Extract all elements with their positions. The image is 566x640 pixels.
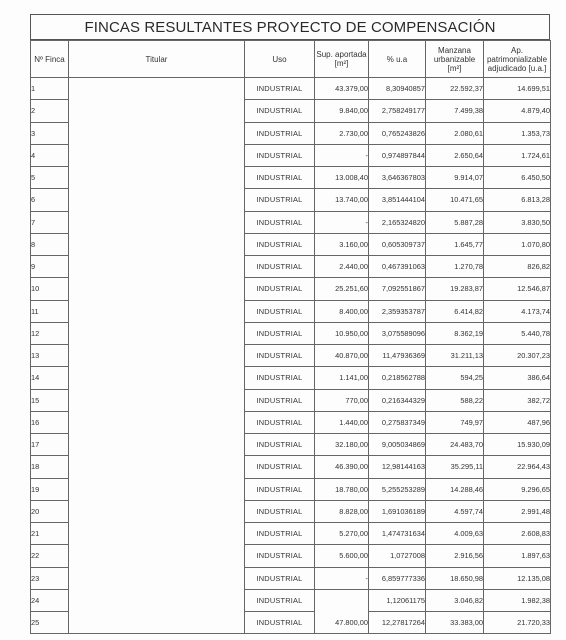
finca-number: 17: [31, 434, 69, 456]
manzana-cell: 9.914,07: [426, 167, 484, 189]
pct-ua-cell: 12,27817264: [369, 612, 426, 634]
header-n-finca: Nº Finca: [31, 41, 69, 78]
ap-patrimonial-cell: 15.930,09: [484, 434, 551, 456]
uso-cell: INDUSTRIAL: [245, 78, 315, 100]
ap-patrimonial-cell: 6.813,28: [484, 189, 551, 211]
ap-patrimonial-cell: 2.991,48: [484, 500, 551, 522]
ap-patrimonial-cell: 4.879,40: [484, 100, 551, 122]
ap-patrimonial-cell: 4.173,74: [484, 300, 551, 322]
header-sup-aportada: Sup. aportada [m²]: [315, 41, 369, 78]
pct-ua-cell: 3,851444104: [369, 189, 426, 211]
manzana-cell: 2.916,56: [426, 545, 484, 567]
finca-number: 9: [31, 256, 69, 278]
uso-cell: INDUSTRIAL: [245, 256, 315, 278]
sup-aportada-cell: 46.390,00: [315, 456, 369, 478]
sup-aportada-cell: 47.800,00: [315, 589, 369, 634]
finca-number: 20: [31, 500, 69, 522]
ap-patrimonial-cell: 1.070,80: [484, 233, 551, 255]
pct-ua-cell: 8,30940857: [369, 78, 426, 100]
manzana-cell: 19.283,87: [426, 278, 484, 300]
manzana-cell: 24.483,70: [426, 434, 484, 456]
header-titular: Titular: [69, 41, 245, 78]
manzana-cell: 22.592,37: [426, 78, 484, 100]
uso-cell: INDUSTRIAL: [245, 567, 315, 589]
ap-patrimonial-cell: 1.724,61: [484, 144, 551, 166]
manzana-cell: 3.046,82: [426, 589, 484, 611]
manzana-cell: 18.650,98: [426, 567, 484, 589]
pct-ua-cell: 1,474731634: [369, 523, 426, 545]
uso-cell: INDUSTRIAL: [245, 300, 315, 322]
sup-aportada-cell: -: [315, 567, 369, 589]
sup-aportada-cell: 40.870,00: [315, 345, 369, 367]
uso-cell: INDUSTRIAL: [245, 322, 315, 344]
pct-ua-cell: 6,859777336: [369, 567, 426, 589]
sup-aportada-cell: 5.270,00: [315, 523, 369, 545]
finca-number: 13: [31, 345, 69, 367]
pct-ua-cell: 0,275837349: [369, 411, 426, 433]
uso-cell: INDUSTRIAL: [245, 100, 315, 122]
finca-number: 25: [31, 612, 69, 634]
uso-cell: INDUSTRIAL: [245, 122, 315, 144]
finca-number: 22: [31, 545, 69, 567]
pct-ua-cell: 5,255253289: [369, 478, 426, 500]
finca-number: 24: [31, 589, 69, 611]
manzana-cell: 31.211,13: [426, 345, 484, 367]
sup-aportada-cell: 10.950,00: [315, 322, 369, 344]
sup-aportada-cell: 8.400,00: [315, 300, 369, 322]
sup-aportada-cell: 43.379,00: [315, 78, 369, 100]
finca-number: 3: [31, 122, 69, 144]
manzana-cell: 8.362,19: [426, 322, 484, 344]
uso-cell: INDUSTRIAL: [245, 144, 315, 166]
finca-number: 19: [31, 478, 69, 500]
manzana-cell: 2.080,61: [426, 122, 484, 144]
ap-patrimonial-cell: 12.546,87: [484, 278, 551, 300]
ap-patrimonial-cell: 1.353,73: [484, 122, 551, 144]
sup-aportada-cell: 13.008,40: [315, 167, 369, 189]
manzana-cell: 6.414,82: [426, 300, 484, 322]
finca-number: 5: [31, 167, 69, 189]
ap-patrimonial-cell: 382,72: [484, 389, 551, 411]
sup-aportada-cell: 9.840,00: [315, 100, 369, 122]
ap-patrimonial-cell: 826,82: [484, 256, 551, 278]
sup-aportada-cell: 2.440,00: [315, 256, 369, 278]
pct-ua-cell: 2,359353787: [369, 300, 426, 322]
pct-ua-cell: 0,218562788: [369, 367, 426, 389]
uso-cell: INDUSTRIAL: [245, 278, 315, 300]
sup-aportada-cell: -: [315, 211, 369, 233]
ap-patrimonial-cell: 20.307,23: [484, 345, 551, 367]
sup-aportada-cell: 18.780,00: [315, 478, 369, 500]
sup-aportada-cell: 8.828,00: [315, 500, 369, 522]
pct-ua-cell: 2,758249177: [369, 100, 426, 122]
finca-number: 10: [31, 278, 69, 300]
pct-ua-cell: 0,467391063: [369, 256, 426, 278]
manzana-cell: 594,25: [426, 367, 484, 389]
table-header-row: [31, 41, 551, 78]
sup-aportada-cell: 1.440,00: [315, 411, 369, 433]
pct-ua-cell: 0,974897844: [369, 144, 426, 166]
pct-ua-cell: 0,605309737: [369, 233, 426, 255]
finca-number: 16: [31, 411, 69, 433]
finca-number: 15: [31, 389, 69, 411]
header-pct-ua: % u.a: [369, 41, 426, 78]
uso-cell: INDUSTRIAL: [245, 345, 315, 367]
finca-number: 11: [31, 300, 69, 322]
finca-number: 14: [31, 367, 69, 389]
pct-ua-cell: 7,092551867: [369, 278, 426, 300]
ap-patrimonial-cell: 487,96: [484, 411, 551, 433]
ap-patrimonial-cell: 12.135,08: [484, 567, 551, 589]
pct-ua-cell: 12,98144163: [369, 456, 426, 478]
ap-patrimonial-cell: 9.296,65: [484, 478, 551, 500]
sup-aportada-cell: 32.180,00: [315, 434, 369, 456]
pct-ua-cell: 11,47936369: [369, 345, 426, 367]
pct-ua-cell: 1,691036189: [369, 500, 426, 522]
sup-aportada-cell: 13.740,00: [315, 189, 369, 211]
finca-number: 1: [31, 78, 69, 100]
table-row: [31, 78, 551, 100]
ap-patrimonial-cell: 22.964,43: [484, 456, 551, 478]
header-uso: Uso: [245, 41, 315, 78]
sup-aportada-cell: -: [315, 144, 369, 166]
pct-ua-cell: 1,12061175: [369, 589, 426, 611]
finca-number: 23: [31, 567, 69, 589]
manzana-cell: 1.270,78: [426, 256, 484, 278]
sup-aportada-cell: 2.730,00: [315, 122, 369, 144]
sup-aportada-cell: 3.160,00: [315, 233, 369, 255]
ap-patrimonial-cell: 6.450,50: [484, 167, 551, 189]
ap-patrimonial-cell: 14.699,51: [484, 78, 551, 100]
ap-patrimonial-cell: 386,64: [484, 367, 551, 389]
uso-cell: INDUSTRIAL: [245, 500, 315, 522]
uso-cell: INDUSTRIAL: [245, 478, 315, 500]
manzana-cell: 35.295,11: [426, 456, 484, 478]
uso-cell: INDUSTRIAL: [245, 233, 315, 255]
finca-number: 2: [31, 100, 69, 122]
fincas-table: [30, 40, 551, 634]
pct-ua-cell: 0,216344329: [369, 389, 426, 411]
pct-ua-cell: 0,765243826: [369, 122, 426, 144]
sup-aportada-cell: 25.251,60: [315, 278, 369, 300]
uso-cell: INDUSTRIAL: [245, 456, 315, 478]
manzana-cell: 1.645,77: [426, 233, 484, 255]
uso-cell: INDUSTRIAL: [245, 434, 315, 456]
pct-ua-cell: 1,0727008: [369, 545, 426, 567]
finca-number: 7: [31, 211, 69, 233]
header-ap-patrimonial: Ap. patrimonializable adjudicado [u.a.]: [484, 41, 551, 78]
uso-cell: INDUSTRIAL: [245, 545, 315, 567]
manzana-cell: 5.887,28: [426, 211, 484, 233]
ap-patrimonial-cell: 3.830,50: [484, 211, 551, 233]
uso-cell: INDUSTRIAL: [245, 211, 315, 233]
ap-patrimonial-cell: 21.720,33: [484, 612, 551, 634]
manzana-cell: 7.499,38: [426, 100, 484, 122]
uso-cell: INDUSTRIAL: [245, 589, 315, 611]
uso-cell: INDUSTRIAL: [245, 189, 315, 211]
manzana-cell: 14.288,46: [426, 478, 484, 500]
ap-patrimonial-cell: 5.440,78: [484, 322, 551, 344]
finca-number: 18: [31, 456, 69, 478]
uso-cell: INDUSTRIAL: [245, 523, 315, 545]
finca-number: 4: [31, 144, 69, 166]
titular-cell: [69, 78, 245, 634]
ap-patrimonial-cell: 1.897,63: [484, 545, 551, 567]
pct-ua-cell: 9,005034869: [369, 434, 426, 456]
pct-ua-cell: 3,075589096: [369, 322, 426, 344]
finca-number: 8: [31, 233, 69, 255]
uso-cell: INDUSTRIAL: [245, 411, 315, 433]
sup-aportada-cell: 770,00: [315, 389, 369, 411]
header-manzana: Manzana urbanizable [m²]: [426, 41, 484, 78]
sup-aportada-cell: 1.141,00: [315, 367, 369, 389]
uso-cell: INDUSTRIAL: [245, 167, 315, 189]
finca-number: 6: [31, 189, 69, 211]
manzana-cell: 4.009,63: [426, 523, 484, 545]
ap-patrimonial-cell: 1.982,38: [484, 589, 551, 611]
manzana-cell: 588,22: [426, 389, 484, 411]
finca-number: 12: [31, 322, 69, 344]
sup-aportada-cell: 5.600,00: [315, 545, 369, 567]
pct-ua-cell: 3,646367803: [369, 167, 426, 189]
finca-number: 21: [31, 523, 69, 545]
ap-patrimonial-cell: 2.608,83: [484, 523, 551, 545]
manzana-cell: 33.383,00: [426, 612, 484, 634]
uso-cell: INDUSTRIAL: [245, 389, 315, 411]
uso-cell: INDUSTRIAL: [245, 612, 315, 634]
document-title: FINCAS RESULTANTES PROYECTO DE COMPENSACIÓN: [30, 14, 550, 40]
manzana-cell: 4.597,74: [426, 500, 484, 522]
manzana-cell: 2.650,64: [426, 144, 484, 166]
uso-cell: INDUSTRIAL: [245, 367, 315, 389]
manzana-cell: 749,97: [426, 411, 484, 433]
manzana-cell: 10.471,65: [426, 189, 484, 211]
pct-ua-cell: 2,165324820: [369, 211, 426, 233]
